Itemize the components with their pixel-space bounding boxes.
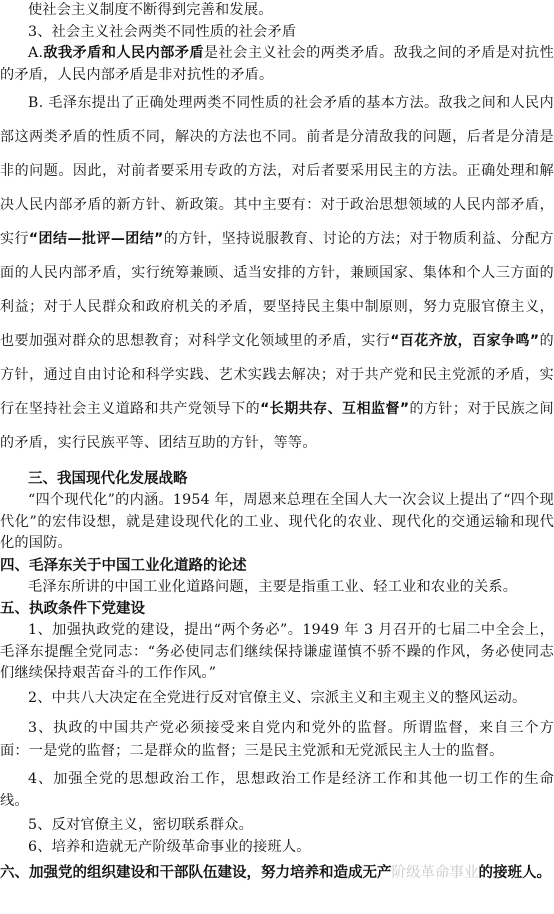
paragraph-b [0,86,554,460]
section-heading-3: 三、我国现代化发展战略 [28,471,188,487]
emphasis-quote: “百花齐放，百家争鸣” [390,333,540,349]
list-item-2 [0,688,554,710]
paragraph-text: 的方针，通过自由讨论和科学实践、艺术实践去解决；对于共产党和民主党派的矛盾，实行在坚持社会主义道路和共产党领导下的 [0,333,554,417]
item-marker: A. [28,45,44,61]
list-item-4 [0,769,554,812]
paragraph-continuation [0,0,554,22]
paragraph-text: “四个现代化”的内涵。1954 年，周恩来总理在全国人大一次会议上提出了“四个现代化”的宏伟设想，就是建设现代化的工业、现代化的农业、现代化的交通运输和现代化的国防。 [0,492,554,551]
list-item-1 [0,620,554,685]
paragraph-text: 的方针，坚持说服教育、讨论的方法；对于物质利益、分配方面的人民内部矛盾，实行统筹兼顾、适当安排的方针，兼顾国家、集体和个人三方面的利益；对于人民群众和政府机关的矛盾，要坚持民主集中制原则，努力克服官僚主义，也要加强对群众的思想教育；对科学文化领域里的矛盾，实行 [0,231,554,349]
list-item-5 [0,815,554,837]
paragraph-text: B. 毛泽东提出了正确处理两类不同性质的社会矛盾的基本方法。敌我之间和人民内部这两类矛盾的性质不同，解决的方法也不同。前者是分清敌我的问题，后者是分清是非的问题。因此，对前者要采用专政的方法，对后者要采用民主的方法。正确处理和解决人民内部矛盾的新方针、新政策。其中主要有：对于政治思想领域的人民内部矛盾，实行 [0,95,554,247]
list-item-text: 5、反对官僚主义，密切联系群众。 [28,817,254,833]
paragraph-text: 毛泽东所讲的中国工业化道路问题，主要是指重工业、轻工业和农业的关系。 [28,578,518,595]
section-heading-5: 五、执政条件下党建设 [0,601,145,617]
list-item-text: 2、中共八大决定在全党进行反对官僚主义、宗派主义和主观主义的整风运动。 [28,689,527,706]
heading-text: 六、加强党的组织建设和干部队伍建设，努力培养和造成无产 [0,865,392,881]
paragraph-text: 的方针；对于民族之间的矛盾，实行民族平等、团结互助的方针，等等。 [0,401,554,451]
subheading-3 [0,22,554,44]
emphasis-text: 敌我矛盾和人民内部矛盾 [43,45,204,61]
list-item-text: 6、培养和造就无产阶级革命事业的接班人。 [28,838,311,855]
paragraph-modernization [0,490,554,555]
list-item-text: 4、加强全党的思想政治工作，思想政治工作是经济工作和其他一切工作的生命线。 [0,771,554,809]
list-item-text: 3、执政的中国共产党必须接受来自党内和党外的监督。所谓监督，来自三个方面：一是党的监督；二是群众的监督；三是民主党派和无党派民主人士的监督。 [0,720,554,759]
list-item-6 [0,837,554,859]
emphasis-quote: “团结—批评—团结” [28,231,164,247]
paragraph-industrialization [0,577,554,599]
subheading-text: 3、社会主义社会两类不同性质的社会矛盾 [28,23,297,40]
paragraph-text: 是社会主义社会的两类矛盾。敌我之间的矛盾是对抗性的矛盾，人民内部矛盾是非对抗性的矛盾。 [0,45,554,83]
paragraph-text: 使社会主义制度不断得到完善和发展。 [28,2,273,18]
section-heading-4: 四、毛泽东关于中国工业化道路的论述 [0,557,247,574]
paragraph-a [0,43,554,86]
list-item-text: 1、加强执政党的建设，提出“两个务必”。1949 年 3 月召开的七届二中全会上，毛泽东提醒全党同志：“务必使同志们继续保持谦虚谨慎不骄不躁的作风，务必使同志们继续保持艰苦奋斗的工作作风。” [0,622,554,681]
watermark-text: 阶级革命事业 [391,865,479,881]
heading-text: 的接班人。 [478,865,551,881]
emphasis-quote: “长期共存、互相监督” [260,401,410,417]
list-item-3 [0,717,554,763]
section-heading-6 [0,858,554,888]
